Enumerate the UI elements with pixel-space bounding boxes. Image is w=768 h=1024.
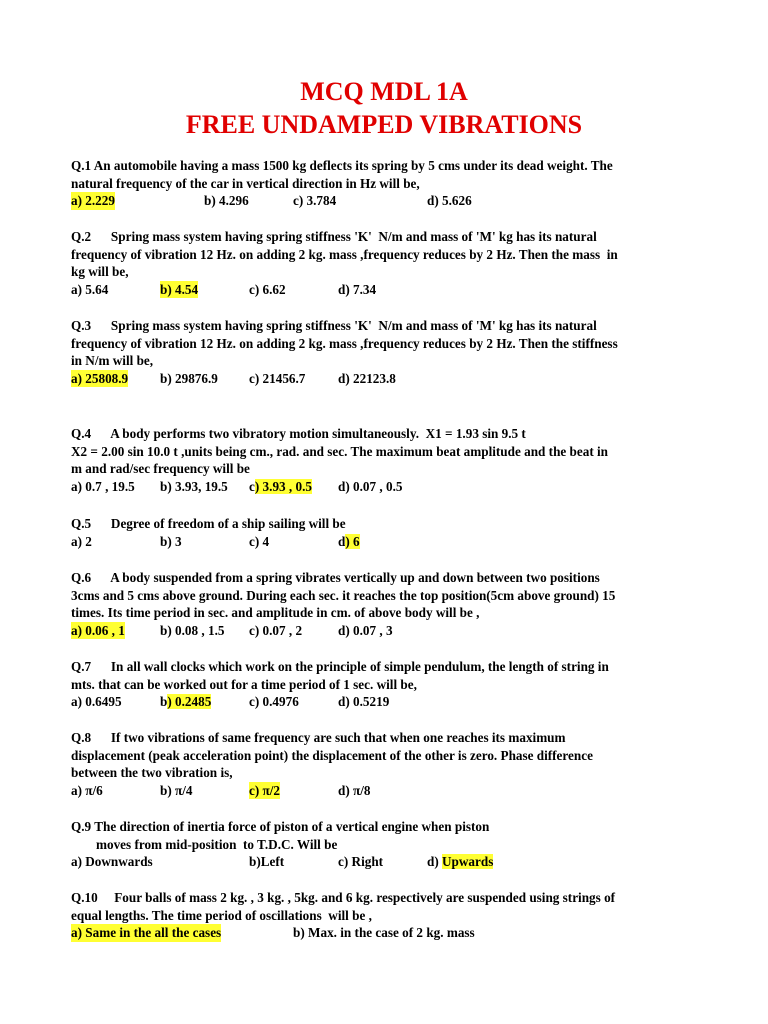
option-c xyxy=(249,478,312,496)
question-4 xyxy=(71,425,711,495)
title-line-2: FREE UNDAMPED VIBRATIONS xyxy=(185,110,583,139)
question-text-line: X2 = 2.00 sin 10.0 t ,units being cm., rad. and sec. The maximum beat amplitude and the beat in xyxy=(71,443,609,459)
question-2 xyxy=(71,228,711,298)
option-a: a) 2 xyxy=(71,533,92,549)
answer-options xyxy=(71,782,711,800)
question-text-line: in N/m will be, xyxy=(71,353,154,369)
option-d-correct: Upwards xyxy=(442,854,494,870)
option-c-correct: c) π/2 xyxy=(249,782,281,798)
option-a: a) 0.7 , 19.5 xyxy=(71,478,135,494)
option-b: b) 4.296 xyxy=(204,193,249,209)
option-c: c) 6.62 xyxy=(249,281,286,297)
question-text-line: frequency of vibration 12 Hz. on adding 2 kg. mass ,frequency reduces by 2 Hz. Then the stiffness xyxy=(71,335,618,351)
question-text-line: m and rad/sec frequency will be xyxy=(71,461,250,477)
question-text-line: Q.7 In all wall clocks which work on the principle of simple pendulum, the length of string in xyxy=(71,659,609,674)
option-b: b) 3 xyxy=(160,533,182,549)
option-b: b) Max. in the case of 2 kg. mass xyxy=(293,925,475,941)
option-c: c) 21456.7 xyxy=(249,370,306,386)
question-7 xyxy=(71,658,711,711)
question-1 xyxy=(71,157,711,210)
option-b-correct: b) 4.54 xyxy=(160,281,199,297)
option-d: d) 0.5219 xyxy=(338,694,390,710)
option-c: c) 0.07 , 2 xyxy=(249,622,303,638)
option-d: d) 0.07 , 0.5 xyxy=(338,478,403,494)
option-c: c) 4 xyxy=(249,533,270,549)
option-c-letter: c xyxy=(249,478,255,494)
option-a-correct: a) 2.229 xyxy=(71,193,115,209)
question-text-line: mts. that can be worked out for a time period of 1 sec. will be, xyxy=(71,676,417,692)
option-a: a) π/6 xyxy=(71,782,103,798)
option-b-correct: ) 0.2485 xyxy=(167,694,212,710)
option-a-correct: a) 25808.9 xyxy=(71,370,129,386)
option-d: d) 5.626 xyxy=(427,193,472,209)
option-c-correct: ) 3.93 , 0.5 xyxy=(254,478,313,494)
question-text-line: between the two vibration is, xyxy=(71,765,233,781)
option-d-correct: ) 6 xyxy=(345,533,360,549)
question-8 xyxy=(71,729,711,799)
answer-options xyxy=(71,478,711,496)
answer-options xyxy=(71,693,711,711)
answer-options xyxy=(71,622,711,640)
question-9 xyxy=(71,818,711,871)
question-text-line: Q.1 An automobile having a mass 1500 kg deflects its spring by 5 cms under its dead weight. The xyxy=(71,158,613,173)
answer-options xyxy=(71,192,711,210)
question-text-line: Q.2 Spring mass system having spring stiffness 'K' N/m and mass of 'M' kg has its natural xyxy=(71,229,597,244)
option-b xyxy=(160,693,211,711)
option-b-letter: b xyxy=(160,694,168,710)
question-text-line: Q.6 A body suspended from a spring vibrates vertically up and down between two positions xyxy=(71,570,600,585)
question-10 xyxy=(71,889,711,942)
option-b: b)Left xyxy=(249,854,285,870)
option-a: a) 0.6495 xyxy=(71,694,122,710)
option-d-letter: d xyxy=(338,533,346,549)
option-b: b) 0.08 , 1.5 xyxy=(160,622,225,638)
option-b: b) 29876.9 xyxy=(160,370,218,386)
option-d xyxy=(338,533,360,551)
option-d-letter: d) xyxy=(427,854,439,870)
option-a-correct: a) 0.06 , 1 xyxy=(71,622,125,638)
answer-options xyxy=(71,533,711,551)
question-text-line: Q.3 Spring mass system having spring stiffness 'K' N/m and mass of 'M' kg has its natural xyxy=(71,318,597,333)
question-5 xyxy=(71,515,711,550)
option-d: d) 0.07 , 3 xyxy=(338,622,393,638)
question-text-line: times. Its time period in sec. and amplitude in cm. of above body will be , xyxy=(71,605,480,621)
question-6 xyxy=(71,569,711,639)
question-text-line: Q.5 Degree of freedom of a ship sailing will be xyxy=(71,516,346,531)
question-text-line: Q.9 The direction of inertia force of piston of a vertical engine when piston xyxy=(71,819,490,834)
question-text-line: Q.8 If two vibrations of same frequency are such that when one reaches its maximum xyxy=(71,730,566,745)
option-a: a) Downwards xyxy=(71,854,153,870)
question-text-line: natural frequency of the car in vertical direction in Hz will be, xyxy=(71,175,420,191)
question-text-line: 3cms and 5 cms above ground. During each sec. it reaches the top position(5cm above ground) 15 xyxy=(71,587,616,603)
question-text-line: frequency of vibration 12 Hz. on adding 2 kg. mass ,frequency reduces by 2 Hz. Then the mass in xyxy=(71,246,618,262)
option-d: d) π/8 xyxy=(338,782,371,798)
answer-options xyxy=(71,370,711,388)
option-d xyxy=(427,853,493,871)
option-c: c) Right xyxy=(338,854,384,870)
title-line-1: MCQ MDL 1A xyxy=(300,77,468,106)
option-d: d) 7.34 xyxy=(338,281,377,297)
question-text-line: kg will be, xyxy=(71,264,129,280)
option-a: a) 5.64 xyxy=(71,281,109,297)
option-b: b) 3.93, 19.5 xyxy=(160,478,228,494)
question-text-line: moves from mid-position to T.D.C. Will be xyxy=(96,836,338,852)
option-c: c) 3.784 xyxy=(293,193,337,209)
question-text-line: equal lengths. The time period of oscillations will be , xyxy=(71,907,372,923)
answer-options xyxy=(71,853,711,871)
question-text-line: displacement (peak acceleration point) the displacement of the other is zero. Phase difference xyxy=(71,747,593,763)
option-a-correct: a) Same in the all the cases xyxy=(71,925,222,941)
answer-options xyxy=(71,924,711,942)
question-3 xyxy=(71,317,711,387)
option-d: d) 22123.8 xyxy=(338,370,396,386)
option-c: c) 0.4976 xyxy=(249,694,299,710)
answer-options xyxy=(71,281,711,299)
option-b: b) π/4 xyxy=(160,782,193,798)
question-text-line: Q.4 A body performs two vibratory motion simultaneously. X1 = 1.93 sin 9.5 t xyxy=(71,426,526,441)
question-text-line: Q.10 Four balls of mass 2 kg. , 3 kg. , 5kg. and 6 kg. respectively are suspended using strings of xyxy=(71,890,616,905)
